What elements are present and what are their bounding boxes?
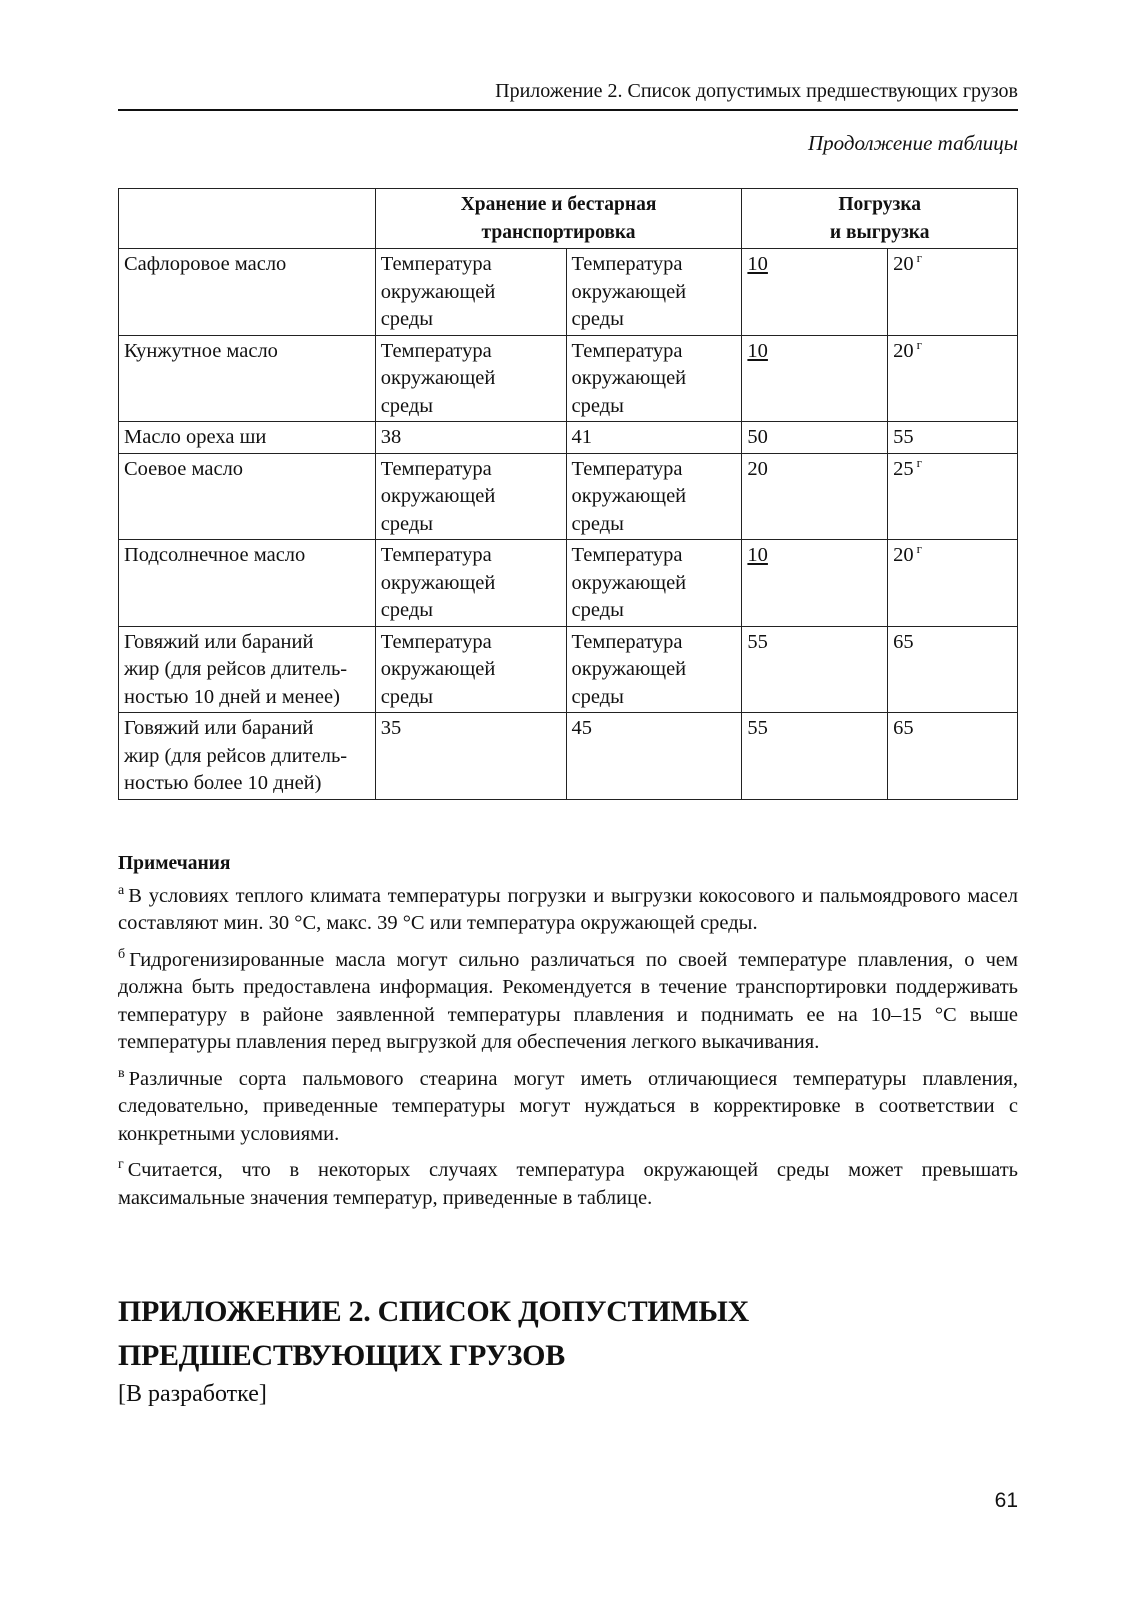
load-max-value: 65 xyxy=(893,630,914,653)
header-storage-line1: Хранение и бестарная xyxy=(460,194,657,215)
page-number: 61 xyxy=(994,1489,1018,1512)
header-storage xyxy=(375,189,742,249)
table-body xyxy=(119,249,1018,800)
load-min-cell xyxy=(742,540,888,627)
table-row xyxy=(119,453,1018,540)
load-min-cell xyxy=(742,335,888,422)
table-row xyxy=(119,249,1018,336)
product-cell-line: Говяжий или бараний xyxy=(124,717,314,739)
product-cell-line: Соевое масло xyxy=(124,457,244,480)
load-max-value: 20 xyxy=(893,544,914,566)
note-item xyxy=(118,883,1018,938)
storage-min-cell-line: окружающей xyxy=(380,280,496,303)
note-text: Считается, что в некоторых случаях температура окружающей среды может превышать максимальные значения температур, приведенные в таблице. xyxy=(118,1159,1018,1209)
storage-min-cell-line: Температура xyxy=(380,339,492,362)
note-marker: а xyxy=(118,882,125,898)
product-cell xyxy=(119,626,376,713)
table-header-row xyxy=(119,189,1018,249)
storage-min-cell-line: Температура xyxy=(380,457,492,480)
appendix-title-line1: ПРИЛОЖЕНИЕ 2. СПИСОК ДОПУСТИМЫХ xyxy=(118,1295,749,1328)
storage-max-cell xyxy=(566,335,742,422)
storage-min-cell xyxy=(375,626,566,713)
storage-min-cell-line: окружающей xyxy=(380,571,496,594)
product-cell xyxy=(119,335,376,422)
product-cell xyxy=(119,540,376,627)
load-min-value: 10 xyxy=(747,253,768,275)
product-cell-line: жир (для рейсов длитель- xyxy=(124,744,348,767)
notes-title: Примечания xyxy=(118,853,231,874)
load-max-value: 20 xyxy=(893,339,914,362)
running-header: Приложение 2. Список допустимых предшествующих грузов xyxy=(495,80,1018,102)
product-cell-line: Сафлоровое масло xyxy=(124,253,287,275)
note-item xyxy=(118,947,1018,1057)
product-cell-line: Кунжутное масло xyxy=(124,339,278,362)
temperature-table xyxy=(118,188,1018,800)
note-marker: в xyxy=(118,1065,125,1081)
storage-max-cell-line: окружающей xyxy=(571,280,687,303)
storage-min-cell xyxy=(375,453,566,540)
storage-max-cell-line: Температура xyxy=(571,544,683,566)
footnote-marker: г xyxy=(916,454,922,470)
load-max-cell xyxy=(888,422,1018,454)
note-marker: б xyxy=(118,946,126,962)
appendix-status: [В разработке] xyxy=(118,1381,267,1407)
note-text: Гидрогенизированные масла могут сильно различаться по своей температуре плавления, о чем должна быть предоставлена информация. Рекомендуется в течение транспортировки поддерживать температуру в районе заявленной температуры плавления и поднимать ее на 10–15 °С выше температуры плавления перед выгрузкой для обеспечения легкого выкачивания. xyxy=(118,948,1018,1053)
notes-list xyxy=(118,883,1018,1213)
storage-min-cell-line: окружающей xyxy=(380,485,496,507)
storage-min-cell-line: 35 xyxy=(380,717,402,739)
load-max-cell xyxy=(888,453,1018,540)
storage-max-cell-line: Температура xyxy=(571,339,683,362)
load-min-value: 55 xyxy=(747,630,768,653)
table-row xyxy=(119,713,1018,800)
header-storage-line2: транспортировка xyxy=(481,221,636,243)
storage-min-cell-line: среды xyxy=(380,308,434,330)
load-min-cell xyxy=(742,453,888,540)
storage-max-cell-line: Температура xyxy=(571,457,683,480)
load-min-value: 50 xyxy=(747,426,768,448)
storage-max-cell xyxy=(566,626,742,713)
header-empty-cell xyxy=(119,189,376,249)
notes-section xyxy=(118,850,1018,1221)
load-min-cell xyxy=(742,626,888,713)
appendix-title xyxy=(118,1290,1018,1378)
header-loading-line2: и выгрузка xyxy=(829,221,930,243)
product-cell xyxy=(119,453,376,540)
load-max-cell xyxy=(888,713,1018,800)
storage-max-cell xyxy=(566,422,742,454)
product-cell-line: Говяжий или бараний xyxy=(124,630,314,653)
product-cell-line: ностью 10 дней и менее) xyxy=(124,685,340,708)
note-marker: г xyxy=(118,1157,124,1173)
storage-max-cell-line: среды xyxy=(571,394,624,417)
storage-max-cell-line: среды xyxy=(571,599,624,621)
load-max-cell xyxy=(888,540,1018,627)
storage-min-cell-line: 38 xyxy=(380,426,402,448)
table-row xyxy=(119,540,1018,627)
storage-min-cell-line: окружающей xyxy=(380,658,496,680)
product-cell xyxy=(119,249,376,336)
storage-min-cell xyxy=(375,249,566,336)
load-max-value: 20 xyxy=(893,253,914,275)
storage-max-cell xyxy=(566,713,742,800)
note-text: Различные сорта пальмового стеарина могут иметь отличающиеся температуры плавления, следовательно, приведенные температуры могут нуждаться в корректировке в соответствии с конкретными условиями. xyxy=(118,1067,1018,1145)
header-rule xyxy=(118,109,1018,111)
storage-max-cell-line: 41 xyxy=(571,426,593,448)
product-cell-line: жир (для рейсов длитель- xyxy=(124,658,348,680)
storage-min-cell-line: среды xyxy=(380,512,434,535)
load-min-cell xyxy=(742,422,888,454)
storage-min-cell xyxy=(375,713,566,800)
storage-max-cell-line: окружающей xyxy=(571,658,687,680)
storage-min-cell-line: Температура xyxy=(380,544,492,566)
storage-max-cell xyxy=(566,249,742,336)
header-loading xyxy=(742,189,1018,249)
product-cell-line: Масло ореха ши xyxy=(124,426,267,448)
load-min-cell xyxy=(742,713,888,800)
load-max-value: 25 xyxy=(893,457,914,480)
appendix-title-line2: ПРЕДШЕСТВУЮЩИХ ГРУЗОВ xyxy=(118,1339,565,1372)
storage-max-cell-line: среды xyxy=(571,308,624,330)
storage-max-cell-line: окружающей xyxy=(571,485,687,507)
storage-min-cell-line: среды xyxy=(380,394,434,417)
product-cell-line: ностью более 10 дней) xyxy=(124,772,322,794)
load-min-value: 10 xyxy=(747,339,768,362)
note-item xyxy=(118,1157,1018,1212)
load-max-value: 55 xyxy=(893,426,914,448)
storage-min-cell-line: среды xyxy=(380,599,434,621)
note-text: В условиях теплого климата температуры погрузки и выгрузки кокосового и пальмоядрового масел составляют мин. 30 °С, макс. 39 °С или температура окружающей среды. xyxy=(118,884,1018,934)
note-item xyxy=(118,1066,1018,1149)
product-cell xyxy=(119,422,376,454)
storage-min-cell-line: среды xyxy=(380,685,434,708)
storage-max-cell-line: окружающей xyxy=(571,367,687,389)
load-min-value: 20 xyxy=(747,457,768,480)
load-min-value: 55 xyxy=(747,717,768,739)
load-min-cell xyxy=(742,249,888,336)
load-max-cell xyxy=(888,249,1018,336)
table-row xyxy=(119,335,1018,422)
table-row xyxy=(119,626,1018,713)
storage-max-cell xyxy=(566,540,742,627)
storage-max-cell-line: 45 xyxy=(571,717,593,739)
footnote-marker: г xyxy=(916,250,922,266)
header-loading-line1: Погрузка xyxy=(838,194,922,215)
storage-min-cell-line: Температура xyxy=(380,630,492,653)
table-continuation-label: Продолжение таблицы xyxy=(807,131,1018,155)
storage-max-cell-line: Температура xyxy=(571,253,683,275)
storage-min-cell-line: окружающей xyxy=(380,367,496,389)
load-max-cell xyxy=(888,335,1018,422)
storage-max-cell-line: среды xyxy=(571,512,624,535)
footnote-marker: г xyxy=(916,541,922,557)
storage-min-cell-line: Температура xyxy=(380,253,492,275)
load-min-value: 10 xyxy=(747,544,768,566)
load-max-cell xyxy=(888,626,1018,713)
storage-max-cell-line: Температура xyxy=(571,630,683,653)
storage-max-cell xyxy=(566,453,742,540)
load-max-value: 65 xyxy=(893,717,914,739)
table-row xyxy=(119,422,1018,454)
product-cell-line: Подсолнечное масло xyxy=(124,544,306,566)
footnote-marker: г xyxy=(916,336,922,352)
storage-max-cell-line: окружающей xyxy=(571,571,687,594)
product-cell xyxy=(119,713,376,800)
storage-min-cell xyxy=(375,335,566,422)
storage-min-cell xyxy=(375,540,566,627)
storage-max-cell-line: среды xyxy=(571,685,624,708)
storage-min-cell xyxy=(375,422,566,454)
